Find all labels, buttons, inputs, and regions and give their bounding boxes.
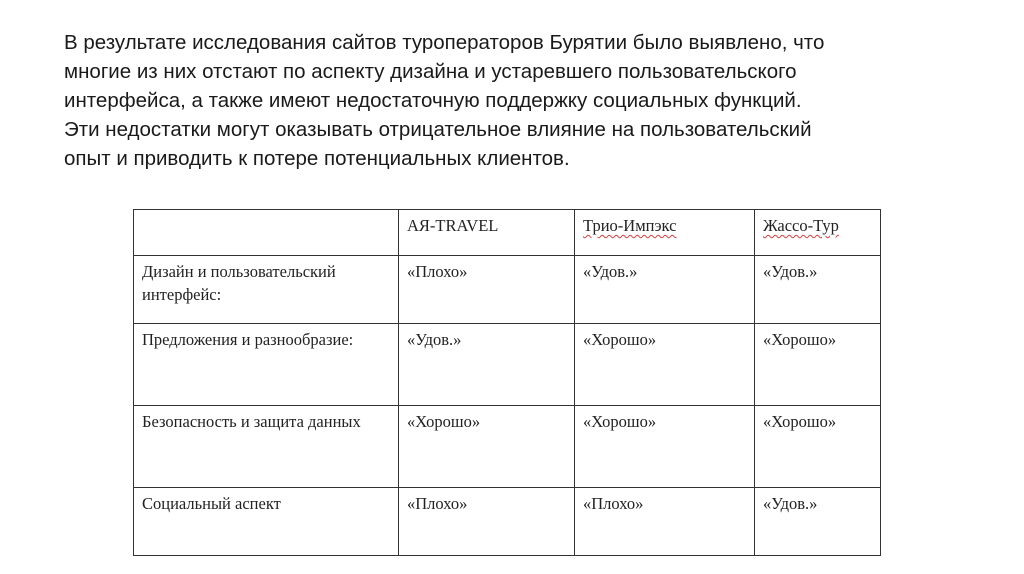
criterion-label: Предложения и разнообразие: [142,330,354,349]
rating-cell: «Плохо» [399,488,575,556]
header-trio-impeks [575,210,755,256]
rating-cell: «Удов.» [575,256,755,324]
rating-cell: «Хорошо» [755,324,881,406]
paragraph-line: В результате исследования сайтов туроператоров Бурятии было выявлено, что [64,31,825,54]
paragraph-line: многие из них отстают по аспекту дизайна и устаревшего пользовательского [64,60,797,83]
intro-paragraph [64,28,964,173]
rating-cell: «Хорошо» [575,406,755,488]
table-header-row [134,210,881,256]
table-row [134,256,881,324]
criterion-cell [134,406,399,488]
rating-cell: «Удов.» [755,488,881,556]
paragraph-line: Эти недостатки могут оказывать отрицательное влияние на пользовательский [64,118,812,141]
criterion-label: Дизайн и пользовательский интерфейс: [142,262,336,304]
criterion-cell [134,488,399,556]
paragraph-line: интерфейса, а также имеют недостаточную поддержку социальных функций. [64,89,802,112]
rating-cell: «Плохо» [575,488,755,556]
header-empty-cell [134,210,399,256]
criterion-label: Безопасность и защита данных [142,412,361,431]
comparison-table [133,209,881,556]
rating-cell: «Хорошо» [755,406,881,488]
header-zhasso-tur-label: Жассо-Тур [763,216,839,235]
header-trio-impeks-label: Трио-Импэкс [583,216,677,235]
criterion-cell [134,324,399,406]
criterion-label: Социальный аспект [142,494,281,513]
header-aya-travel: АЯ-TRAVEL [399,210,575,256]
rating-cell: «Хорошо» [575,324,755,406]
rating-cell: «Удов.» [399,324,575,406]
table-row [134,406,881,488]
rating-cell: «Хорошо» [399,406,575,488]
rating-cell: «Удов.» [755,256,881,324]
criterion-cell [134,256,399,324]
table-row [134,324,881,406]
rating-cell: «Плохо» [399,256,575,324]
paragraph-line: опыт и приводить к потере потенциальных клиентов. [64,147,570,170]
header-zhasso-tur [755,210,881,256]
table-row [134,488,881,556]
